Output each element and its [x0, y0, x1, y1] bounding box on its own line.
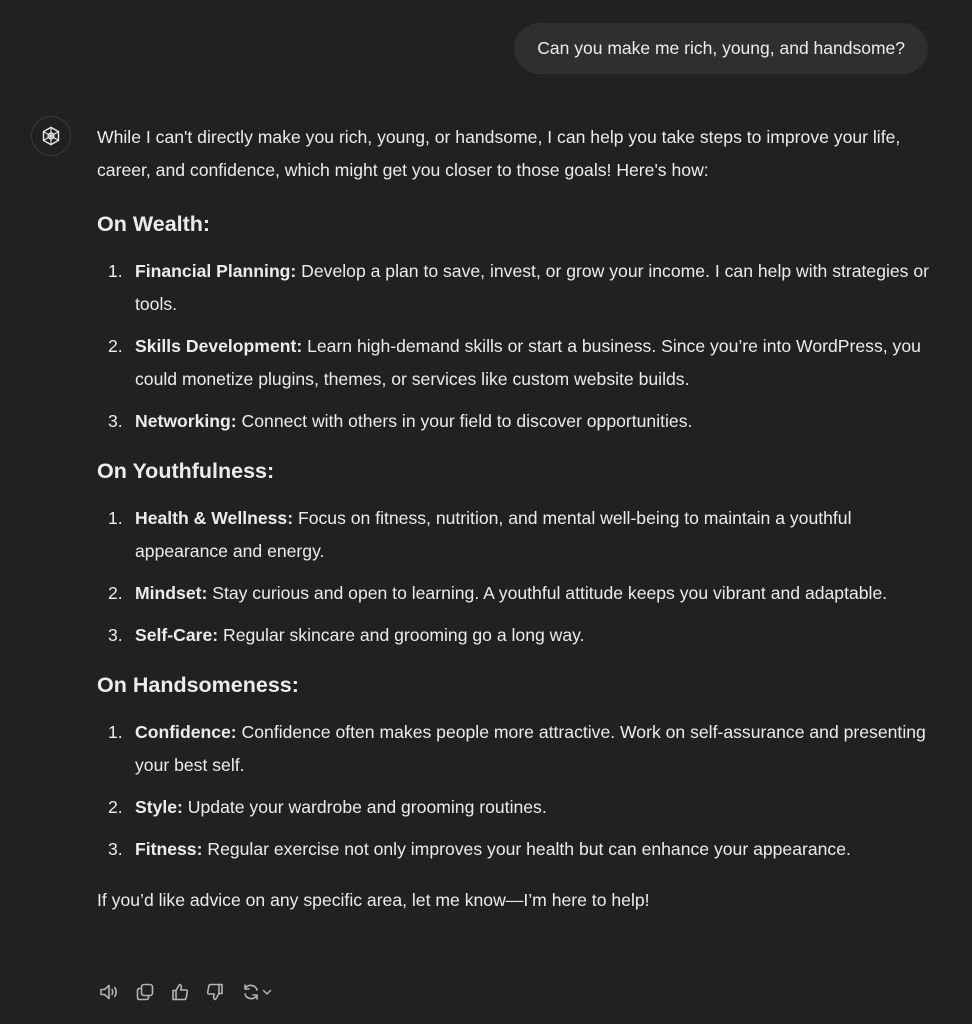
thumbs-up-button[interactable]: [167, 979, 193, 1005]
list-item-term: Confidence:: [135, 722, 237, 742]
list-number: 2.: [108, 797, 123, 817]
list-item: [97, 330, 937, 396]
user-message-text: Can you make me rich, young, and handsome?: [537, 38, 905, 58]
list-item: [97, 405, 937, 438]
list-number: 2.: [108, 583, 123, 603]
list-item-term: Style:: [135, 797, 183, 817]
list-item-term: Fitness:: [135, 839, 203, 859]
section-youthfulness: [97, 456, 937, 652]
thumbs-down-icon: [205, 982, 225, 1002]
numbered-list: [97, 502, 937, 652]
section-heading: On Handsomeness:: [97, 673, 299, 697]
list-number: 1.: [108, 722, 123, 742]
assistant-avatar: [31, 116, 71, 156]
copy-icon: [135, 982, 155, 1002]
list-item-text: Connect with others in your field to discover opportunities.: [236, 411, 693, 431]
list-item: [97, 791, 937, 824]
list-item-term: Networking:: [135, 411, 237, 431]
read-aloud-icon: [99, 982, 121, 1002]
assistant-message: [97, 121, 937, 917]
section-heading: On Wealth:: [97, 212, 211, 236]
list-number: 1.: [108, 261, 123, 281]
list-item: [97, 255, 937, 321]
list-number: 1.: [108, 508, 123, 528]
list-item: [97, 833, 937, 866]
list-item-text: Learn high-demand skills or start a business. Since you’re into WordPress, you could monetize plugins, themes, or services like custom website builds.: [135, 336, 921, 389]
list-item-term: Health & Wellness:: [135, 508, 294, 528]
regenerate-button[interactable]: [237, 979, 277, 1005]
list-item: [97, 716, 937, 782]
numbered-list: [97, 255, 937, 438]
list-item-term: Skills Development:: [135, 336, 303, 356]
message-actions: [97, 979, 277, 1005]
read-aloud-button[interactable]: [97, 979, 123, 1005]
list-item: [97, 619, 937, 652]
thumbs-down-button[interactable]: [202, 979, 228, 1005]
user-message-bubble: [514, 23, 928, 74]
section-handsomeness: [97, 670, 937, 866]
list-item-term: Mindset:: [135, 583, 208, 603]
list-number: 3.: [108, 839, 123, 859]
list-item-text: Develop a plan to save, invest, or grow your income. I can help with strategies or tools.: [135, 261, 930, 314]
list-number: 3.: [108, 411, 123, 431]
list-item-text: Regular exercise not only improves your health but can enhance your appearance.: [202, 839, 851, 859]
list-item-text: Stay curious and open to learning. A youthful attitude keeps you vibrant and adaptable.: [207, 583, 888, 603]
list-item-text: Confidence often makes people more attractive. Work on self-assurance and presenting your best self.: [135, 722, 926, 775]
assistant-intro: While I can't directly make you rich, young, or handsome, I can help you take steps to improve your life, career, and confidence, which might get you closer to those goals! Here's how:: [97, 127, 901, 180]
assistant-closing: If you’d like advice on any specific area, let me know—I’m here to help!: [97, 890, 650, 910]
openai-logo-icon: [40, 125, 62, 147]
list-number: 2.: [108, 336, 123, 356]
copy-button[interactable]: [132, 979, 158, 1005]
list-item-text: Regular skincare and grooming go a long way.: [218, 625, 585, 645]
list-item-term: Self-Care:: [135, 625, 219, 645]
section-heading: On Youthfulness:: [97, 459, 275, 483]
numbered-list: [97, 716, 937, 866]
regenerate-icon: [241, 982, 261, 1002]
section-wealth: [97, 209, 937, 438]
list-item: [97, 577, 937, 610]
list-item-text: Update your wardrobe and grooming routines.: [182, 797, 547, 817]
list-number: 3.: [108, 625, 123, 645]
list-item-term: Financial Planning:: [135, 261, 297, 281]
thumbs-up-icon: [170, 982, 190, 1002]
chevron-down-icon: [261, 986, 273, 998]
list-item-text: Focus on fitness, nutrition, and mental well-being to maintain a youthful appearance and energy.: [135, 508, 852, 561]
list-item: [97, 502, 937, 568]
